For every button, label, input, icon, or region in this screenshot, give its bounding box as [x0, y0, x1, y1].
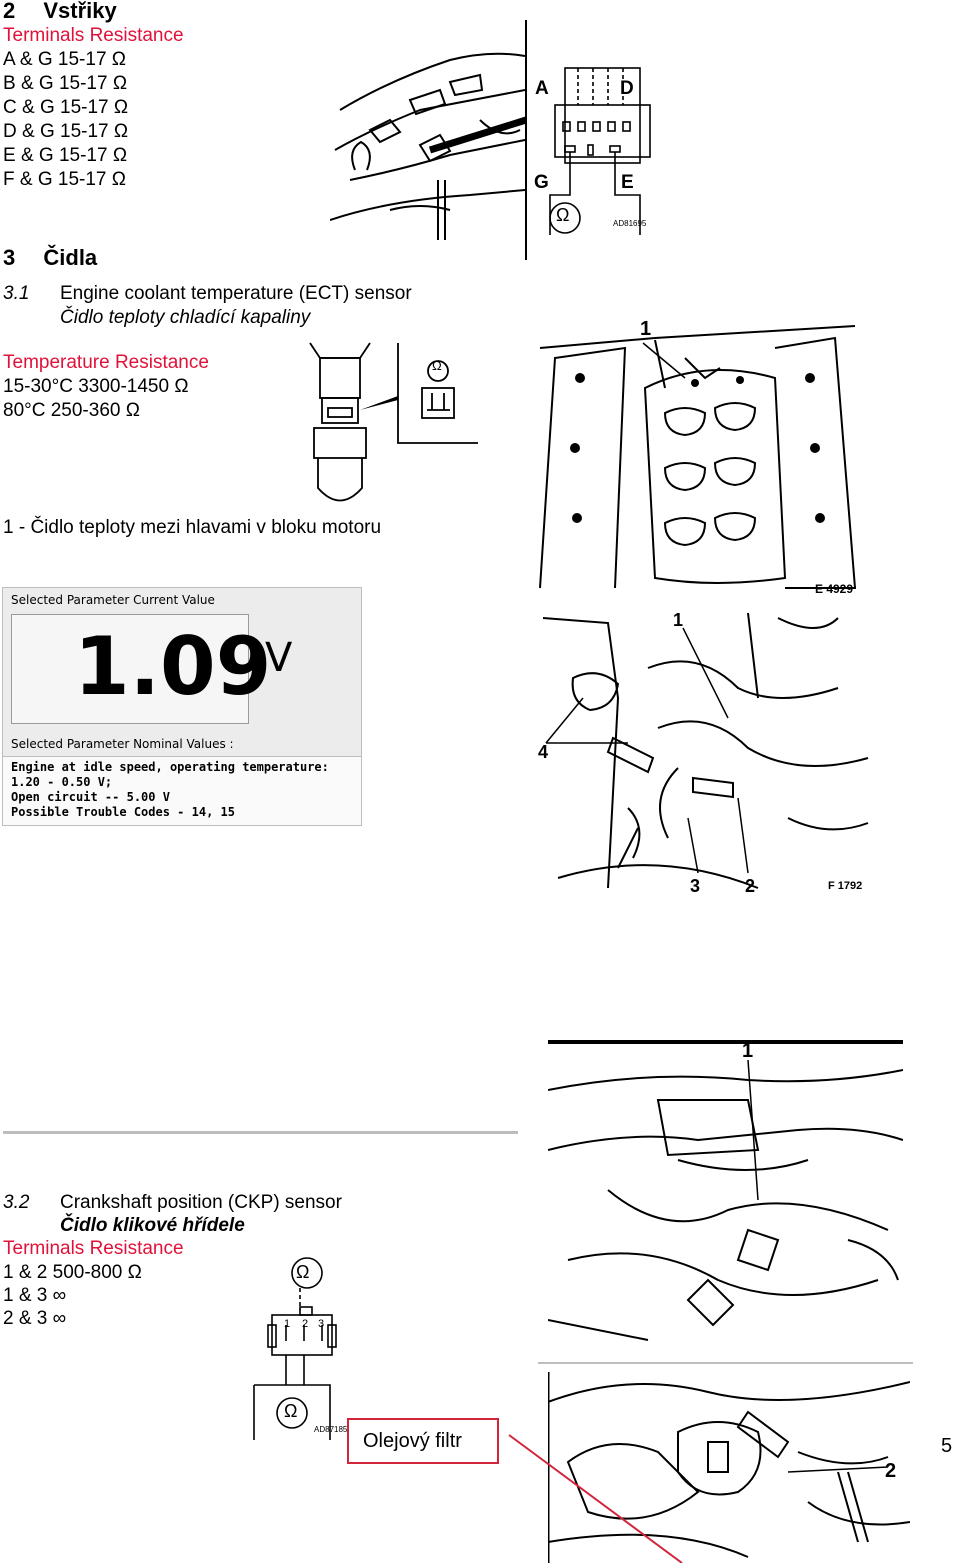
pin-label-2: 2 — [302, 1318, 309, 1330]
engine-head-photo — [535, 318, 860, 596]
resistance-row: A & G 15-17 Ω — [3, 49, 126, 70]
ckp-sensor-photo — [548, 1040, 903, 1348]
resistance-row: C & G 15-17 Ω — [3, 97, 129, 118]
divider — [3, 1131, 518, 1134]
section-title: Čidla — [43, 245, 98, 270]
pin-label-3: 3 — [318, 1318, 325, 1330]
resistance-row: 15-30°C 3300-1450 Ω — [3, 376, 189, 397]
diagram-reference: AD87185 — [314, 1425, 348, 1434]
subsection-title-cz: Čidlo teploty chladící kapaliny — [60, 307, 311, 328]
nominal-line: 1.20 - 0.50 V; — [11, 775, 113, 789]
section-number: 3 — [3, 245, 16, 270]
subsection-title-en: Engine coolant temperature (ECT) sensor — [60, 283, 412, 304]
photo-reference: F 1792 — [828, 880, 863, 892]
resistance-row: 2 & 3 ∞ — [3, 1308, 67, 1329]
subsection-title-cz: Čidlo klikové hřídele — [60, 1215, 245, 1236]
resistance-row: 80°C 250-360 Ω — [3, 400, 140, 421]
nominal-line: Engine at idle speed, operating temperature: — [11, 760, 329, 774]
nominal-values-panel — [3, 756, 361, 825]
ohm-meter-symbol: Ω — [296, 1262, 310, 1282]
ect-sensor-location-photo — [538, 608, 873, 898]
ohm-meter-symbol: Ω — [556, 205, 570, 225]
photo-label-2: 2 — [745, 876, 756, 896]
current-value: 1.09 — [74, 620, 272, 713]
callout-pointer — [497, 1430, 697, 1563]
subsection-number: 3.1 — [3, 283, 30, 304]
photo-label-1: 1 — [742, 1040, 754, 1062]
divider — [538, 1362, 913, 1364]
photo-label-1: 1 — [640, 318, 652, 340]
temperature-header: Temperature Resistance — [3, 352, 209, 373]
nominal-line: Open circuit -- 5.00 V — [11, 790, 170, 804]
resistance-row: F & G 15-17 Ω — [3, 169, 126, 190]
resistance-row: D & G 15-17 Ω — [3, 121, 129, 142]
resistance-row: B & G 15-17 Ω — [3, 73, 128, 94]
terminal-label-g: G — [534, 172, 549, 193]
photo-label-2: 2 — [885, 1460, 897, 1482]
ohm-meter-symbol: Ω — [432, 358, 442, 373]
subsection-3-2-heading — [3, 1191, 342, 1215]
terminals-header: Terminals Resistance — [3, 25, 184, 46]
diagram-reference: AD81695 — [613, 219, 647, 228]
value-unit: V — [265, 635, 293, 681]
nominal-values-header: Selected Parameter Nominal Values : — [11, 737, 234, 751]
photo-caption: 1 - Čidlo teploty mezi hlavami v bloku motoru — [3, 517, 382, 538]
photo-reference: E 4929 — [815, 582, 854, 596]
subsection-number: 3.2 — [3, 1192, 30, 1213]
resistance-row: E & G 15-17 Ω — [3, 145, 128, 166]
resistance-row: 1 & 3 ∞ — [3, 1285, 67, 1306]
terminal-label-d: D — [620, 78, 634, 99]
injector-connector-diagram — [530, 50, 660, 235]
oil-filter-callout: Olejový filtr — [347, 1418, 499, 1464]
nominal-line: Possible Trouble Codes - 14, 15 — [11, 805, 235, 819]
diagnostic-screenshot — [2, 587, 362, 826]
photo-label-3: 3 — [690, 876, 701, 896]
page-number: 5 — [941, 1435, 953, 1457]
photo-label-4: 4 — [538, 742, 549, 762]
subsection-title-en: Crankshaft position (CKP) sensor — [60, 1192, 342, 1213]
resistance-row: 1 & 2 500-800 Ω — [3, 1262, 142, 1283]
terminals-header: Terminals Resistance — [3, 1238, 184, 1259]
ohm-meter-symbol: Ω — [284, 1401, 298, 1421]
value-panel — [11, 614, 272, 724]
pin-label-1: 1 — [284, 1318, 291, 1330]
section-title: Vstřiky — [43, 0, 117, 23]
section-2-heading — [3, 0, 117, 24]
section-3-heading — [3, 245, 97, 271]
injector-engine-drawing — [330, 20, 530, 260]
terminal-label-e: E — [621, 172, 634, 193]
subsection-3-1-heading — [3, 282, 412, 306]
ect-sensor-drawing — [300, 338, 480, 508]
current-value-header: Selected Parameter Current Value — [11, 593, 215, 607]
section-number: 2 — [3, 0, 16, 23]
photo-label-1: 1 — [673, 610, 684, 630]
terminal-label-a: A — [535, 78, 549, 99]
